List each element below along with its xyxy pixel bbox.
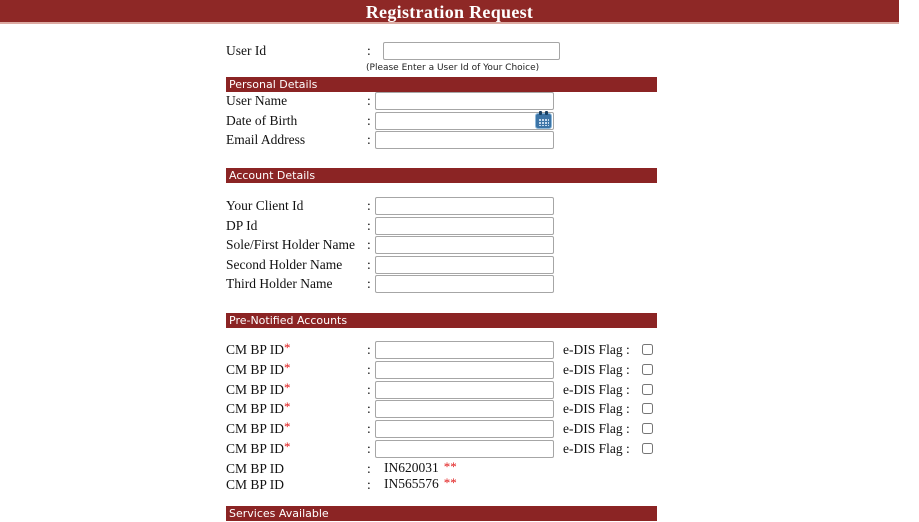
personal-details-rows — [226, 92, 554, 151]
cm-bp-id-label — [226, 361, 367, 378]
separator: : — [367, 256, 371, 272]
cm-bp-id-label — [226, 400, 367, 417]
edis-flag-label: e-DIS Flag : — [563, 381, 630, 397]
pre-notified-accounts-section-bar — [226, 313, 657, 328]
cm-bp-id-row — [226, 400, 653, 420]
client-id-row — [226, 197, 554, 217]
required-asterisk: * — [284, 340, 291, 355]
edis-flag-label: e-DIS Flag : — [563, 440, 630, 456]
calendar-icon — [538, 118, 549, 126]
dp-id-input[interactable] — [375, 217, 554, 235]
cm-bp-id-label-text: CM BP ID — [226, 421, 285, 437]
cm-bp-id-input[interactable] — [375, 381, 554, 399]
services-available-section-bar — [226, 506, 657, 521]
cm-bp-id-input[interactable] — [375, 400, 554, 418]
cm-bp-id-input[interactable] — [375, 361, 554, 379]
date-of-birth-input[interactable] — [375, 112, 554, 130]
cm-bp-id-row — [226, 420, 653, 440]
pre-notified-accounts-heading: Pre-Notified Accounts — [229, 314, 348, 327]
required-asterisk: * — [284, 419, 291, 435]
user-name-label: User Name — [226, 93, 288, 108]
cm-bp-id-label-text: CM BP ID — [226, 342, 285, 357]
cm-bp-id-label-text: CM BP ID — [226, 381, 285, 397]
personal-details-section-bar — [226, 77, 657, 92]
calendar-icon — [545, 111, 548, 115]
third-holder-label: Third Holder Name — [226, 276, 333, 291]
date-picker-button[interactable] — [535, 113, 552, 129]
cm-bp-id-label — [226, 381, 367, 398]
double-asterisk-marker: ** — [443, 475, 457, 491]
email-address-label: Email Address — [226, 132, 306, 147]
cm-bp-id-label-text: CM BP ID — [226, 361, 285, 377]
cm-bp-id-label — [226, 420, 367, 437]
sole-first-holder-row — [226, 236, 554, 256]
client-id-input[interactable] — [375, 197, 554, 215]
cm-bp-id-value: IN620031 — [384, 459, 439, 475]
user-id-label: User Id — [226, 43, 267, 58]
calendar-icon — [539, 111, 542, 115]
separator: : — [367, 440, 371, 456]
edis-flag-checkbox[interactable] — [642, 423, 653, 434]
edis-flag-checkbox[interactable] — [642, 443, 653, 454]
client-id-label: Your Client Id — [226, 198, 304, 213]
cm-bp-id-label-text: CM BP ID — [226, 401, 285, 417]
cm-bp-id-label — [226, 341, 367, 358]
edis-flag-checkbox[interactable] — [642, 403, 653, 414]
double-asterisk-marker: ** — [443, 458, 457, 474]
edis-flag-checkbox[interactable] — [642, 344, 653, 355]
date-of-birth-label: Date of Birth — [226, 112, 298, 128]
separator: : — [367, 342, 371, 357]
separator: : — [367, 112, 371, 128]
third-holder-input[interactable] — [375, 275, 554, 293]
edis-flag-checkbox[interactable] — [642, 364, 653, 375]
edis-flag-label: e-DIS Flag : — [563, 361, 630, 377]
cm-bp-id-label: CM BP ID — [226, 477, 285, 493]
email-address-row — [226, 131, 554, 151]
edis-flag-label: e-DIS Flag : — [563, 342, 630, 357]
separator: : — [367, 460, 371, 476]
cm-bp-id-label — [226, 440, 367, 457]
user-id-row — [226, 42, 560, 60]
separator: : — [367, 198, 371, 213]
separator: : — [367, 421, 371, 437]
cm-bp-id-row — [226, 381, 653, 401]
separator: : — [367, 401, 371, 417]
cm-bp-id-static-row — [226, 476, 653, 493]
cm-bp-id-input[interactable] — [375, 420, 554, 438]
account-details-heading: Account Details — [229, 169, 316, 182]
separator: : — [367, 477, 371, 493]
user-id-hint: (Please Enter a User Id of Your Choice) — [366, 63, 540, 73]
separator: : — [367, 276, 371, 291]
cm-bp-id-row — [226, 341, 653, 361]
required-asterisk: * — [284, 379, 291, 395]
personal-details-heading: Personal Details — [229, 78, 318, 91]
account-details-section-bar — [226, 168, 657, 183]
required-asterisk: * — [284, 438, 291, 454]
sole-first-holder-input[interactable] — [375, 236, 554, 254]
date-of-birth-row — [226, 112, 554, 132]
cm-bp-id-input[interactable] — [375, 341, 554, 359]
email-address-input[interactable] — [375, 131, 554, 149]
cm-bp-id-value: IN565576 — [384, 476, 439, 492]
cm-bp-id-label-text: CM BP ID — [226, 440, 285, 456]
page-title: Registration Request — [365, 2, 534, 22]
pre-notified-rows — [226, 341, 653, 493]
dp-id-row — [226, 217, 554, 237]
cm-bp-id-label: CM BP ID — [226, 460, 285, 476]
edis-flag-label: e-DIS Flag : — [563, 421, 630, 437]
cm-bp-id-row — [226, 361, 653, 381]
separator: : — [367, 217, 371, 233]
sole-first-holder-label: Sole/First Holder Name — [226, 237, 355, 252]
user-name-row — [226, 92, 554, 112]
separator: : — [367, 43, 371, 58]
cm-bp-id-input[interactable] — [375, 440, 554, 458]
separator: : — [367, 381, 371, 397]
cm-bp-id-row — [226, 440, 653, 460]
second-holder-input[interactable] — [375, 256, 554, 274]
separator: : — [367, 361, 371, 377]
second-holder-row — [226, 256, 554, 276]
user-name-input[interactable] — [375, 92, 554, 110]
account-details-rows — [226, 197, 554, 295]
second-holder-label: Second Holder Name — [226, 256, 343, 272]
required-asterisk: * — [284, 399, 291, 415]
separator: : — [367, 93, 371, 108]
third-holder-row — [226, 275, 554, 295]
separator: : — [367, 237, 371, 252]
services-available-heading: Services Available — [229, 507, 329, 520]
dp-id-label: DP Id — [226, 217, 258, 233]
required-asterisk: * — [284, 359, 291, 375]
user-id-input[interactable] — [383, 42, 560, 60]
page-header-bar — [0, 0, 899, 24]
edis-flag-label: e-DIS Flag : — [563, 401, 630, 417]
separator: : — [367, 132, 371, 147]
edis-flag-checkbox[interactable] — [642, 384, 653, 395]
cm-bp-id-static-row — [226, 460, 653, 477]
date-of-birth-field-wrap — [375, 112, 554, 130]
